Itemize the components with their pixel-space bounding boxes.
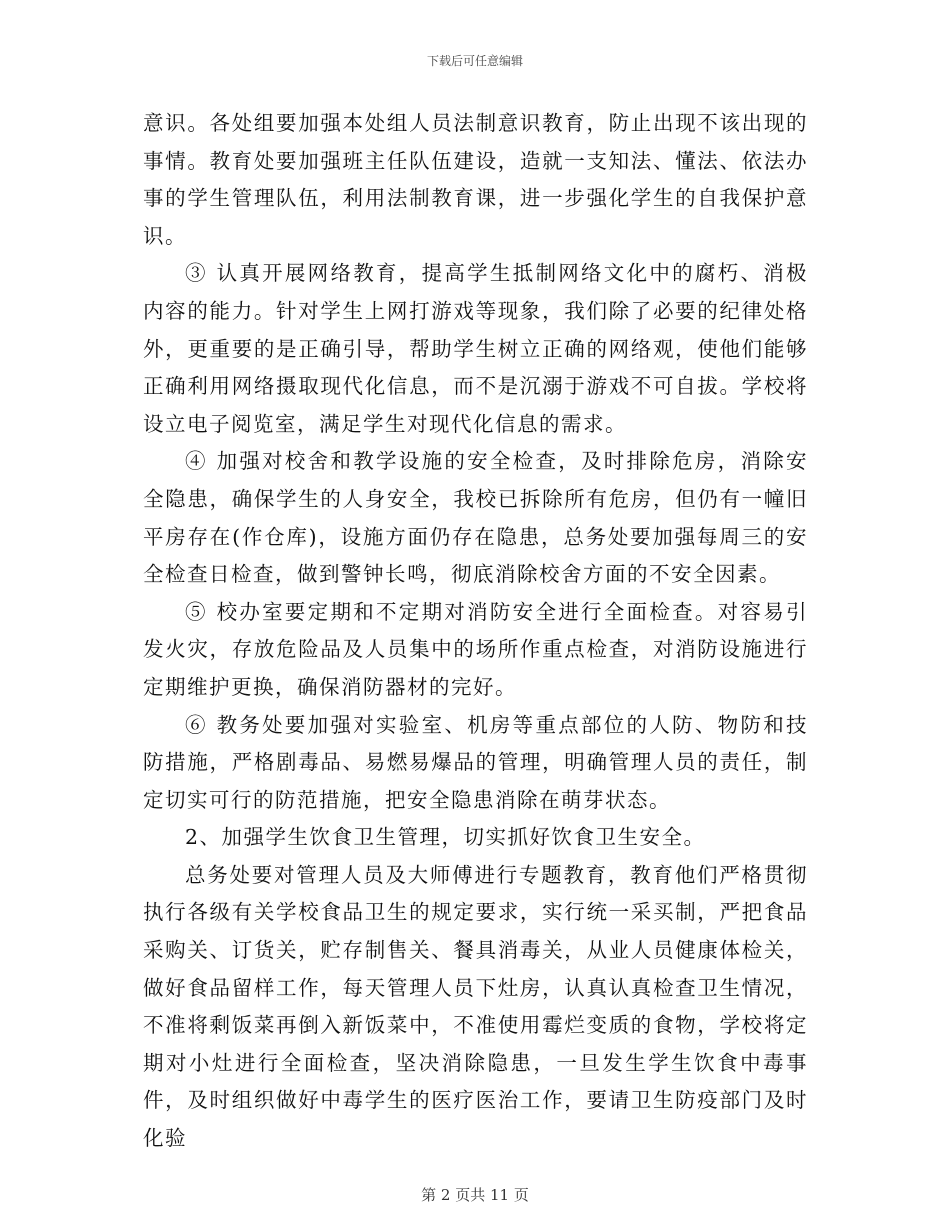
paragraph-3: ④ 加强对校舍和教学设施的安全检查，及时排除危房，消除安全隐患，确保学生的人身安全，我校已拆除所有危房，但仍有一幢旧平房存在(作仓库)，设施方面仍存在隐患，总务处要加强每周三的安全检查日检查，做到警钟长鸣，彻底消除校舍方面的不安全因素。 (143, 449, 808, 587)
document-body (143, 105, 808, 1158)
paragraph-4: ⑤ 校办室要定期和不定期对消防安全进行全面检查。对容易引发火灾，存放危险品及人员集中的场所作重点检查，对消防设施进行定期维护更换，确保消防器材的完好。 (143, 599, 808, 699)
paragraph-5: ⑥ 教务处要加强对实验室、机房等重点部位的人防、物防和技防措施，严格剧毒品、易燃易爆品的管理，明确管理人员的责任，制定切实可行的防范措施，把安全隐患消除在萌芽状态。 (143, 712, 808, 812)
page-number: 第 2 页共 11 页 (421, 1186, 529, 1204)
paragraph-1: 意识。各处组要加强本处组人员法制意识教育，防止出现不该出现的事情。教育处要加强班主任队伍建设，造就一支知法、懂法、依法办事的学生管理队伍，利用法制教育课，进一步强化学生的自我保护意识。 (143, 111, 808, 248)
paragraph-6: 总务处要对管理人员及大师傅进行专题教育，教育他们严格贯彻执行各级有关学校食品卫生的规定要求，实行统一采买制，严把食品采购关、订货关，贮存制售关、餐具消毒关，从业人员健康体检关，做好食品留样工作，每天管理人员下灶房，认真认真检查卫生情况，不准将剩饭菜再倒入新饭菜中，不准使用霉烂变质的食物，学校将定期对小灶进行全面检查，坚决消除隐患，一旦发生学生饮食中毒事件，及时组织做好中毒学生的医疗医治工作，要请卫生防疫部门及时化验 (143, 862, 808, 1151)
section-heading: 2、加强学生饮食卫生管理，切实抓好饮食卫生安全。 (185, 825, 706, 850)
page-header: 下载后可任意编辑 (426, 54, 523, 68)
paragraph-2: ③ 认真开展网络教育，提高学生抵制网络文化中的腐朽、消极内容的能力。针对学生上网打游戏等现象，我们除了必要的纪律处格外，更重要的是正确引导，帮助学生树立正确的网络观，使他们能够正确利用网络摄取现代化信息，而不是沉溺于游戏不可自拔。学校将设立电子阅览室，满足学生对现代化信息的需求。 (143, 261, 808, 436)
